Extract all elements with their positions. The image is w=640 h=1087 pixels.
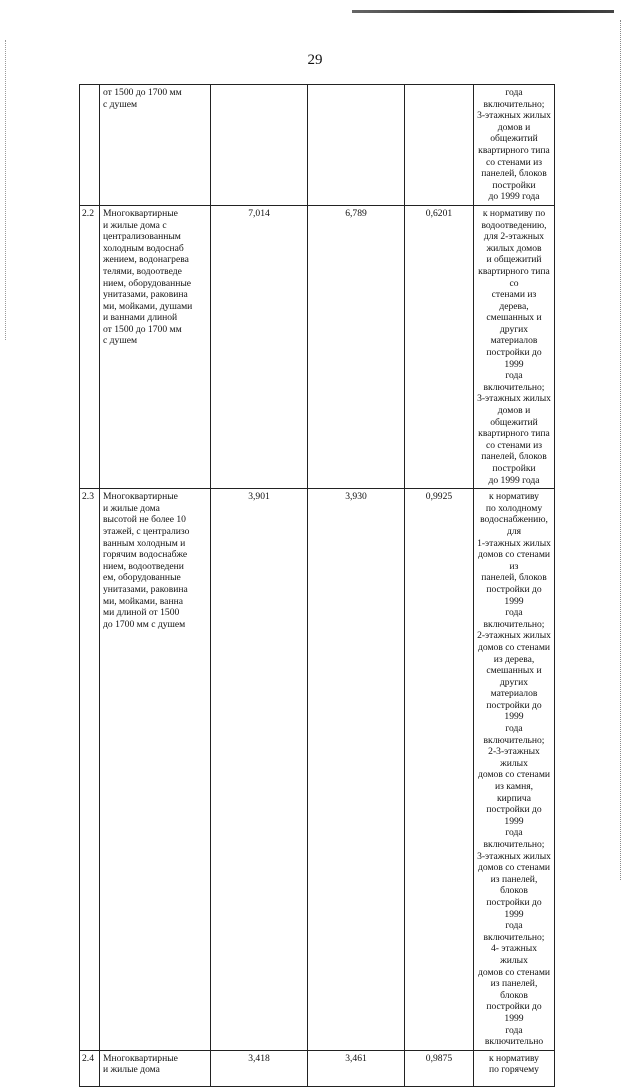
value-cell-3: 0,6201 bbox=[405, 205, 474, 488]
value-cell-2: 3,930 bbox=[308, 489, 405, 1051]
description-cell: Многоквартирные и жилые дома с централизованным холодным водоснаб жением, водонагрева телями, водоотведе нием, оборудованные унитазами, раковина ми, мойками, душами и ваннами длиной от 1500 до 1700 мм с душем bbox=[100, 205, 211, 488]
table-row bbox=[80, 1050, 555, 1086]
value-cell-3: 0,9925 bbox=[405, 489, 474, 1051]
scan-edge-left bbox=[5, 40, 7, 340]
scan-edge-top bbox=[352, 10, 614, 13]
value-cell-2: 6,789 bbox=[308, 205, 405, 488]
table-row bbox=[80, 85, 555, 206]
value-cell-1 bbox=[211, 85, 308, 206]
value-cell-1: 3,418 bbox=[211, 1050, 308, 1086]
value-cell-1: 3,901 bbox=[211, 489, 308, 1051]
scan-edge-right bbox=[620, 20, 622, 880]
description-cell: от 1500 до 1700 мм с душем bbox=[100, 85, 211, 206]
description-cell: Многоквартирные и жилые дома bbox=[100, 1050, 211, 1086]
note-cell: года включительно; 3-этажных жилых домов и общежитий квартирного типа со стенами из панелей, блоков постройки до 1999 года bbox=[474, 85, 555, 206]
table-row bbox=[80, 205, 555, 488]
row-number-cell: 2.4 bbox=[80, 1050, 100, 1086]
description-cell: Многоквартирные и жилые дома высотой не более 10 этажей, с централизо ванным холодным и горячим водоснабже нием, водоотведени ем, оборудованные унитазами, раковина ми, мойками, ванна ми длиной от 1500 до 1700 мм с душем bbox=[100, 489, 211, 1051]
value-cell-2: 3,461 bbox=[308, 1050, 405, 1086]
note-cell: к нормативу по горячему bbox=[474, 1050, 555, 1086]
row-number-cell: 2.3 bbox=[80, 489, 100, 1051]
row-number-cell: 2.2 bbox=[80, 205, 100, 488]
value-cell-3: 0,9875 bbox=[405, 1050, 474, 1086]
note-cell: к нормативу по водоотведению, для 2-этажных жилых домов и общежитий квартирного типа со стенами из дерева, смешанных и других материалов постройки до 1999 года включительно; 3-этажных жилых домов и общежитий квартирного типа со стенами из панелей, блоков постройки до 1999 года bbox=[474, 205, 555, 488]
tariff-table bbox=[79, 84, 555, 1087]
row-number-cell bbox=[80, 85, 100, 206]
value-cell-1: 7,014 bbox=[211, 205, 308, 488]
note-cell: к нормативу по холодному водоснабжению, для 1-этажных жилых домов со стенами из панелей, блоков постройки до 1999 года включительно; 2-этажных жилых домов со стенами из дерева, смешанных и других материалов постройки до 1999 года включительно; 2-3-этажных жилых домов со стенами из камня, кирпича постройки до 1999 года включительно; 3-этажных жилых домов со стенами из панелей, блоков постройки до 1999 года включительно; 4- этажных жилых домов со стенами из панелей, блоков постройки до 1999 года включительно bbox=[474, 489, 555, 1051]
page-number: 29 bbox=[307, 52, 323, 68]
value-cell-2 bbox=[308, 85, 405, 206]
value-cell-3 bbox=[405, 85, 474, 206]
table-row bbox=[80, 489, 555, 1051]
